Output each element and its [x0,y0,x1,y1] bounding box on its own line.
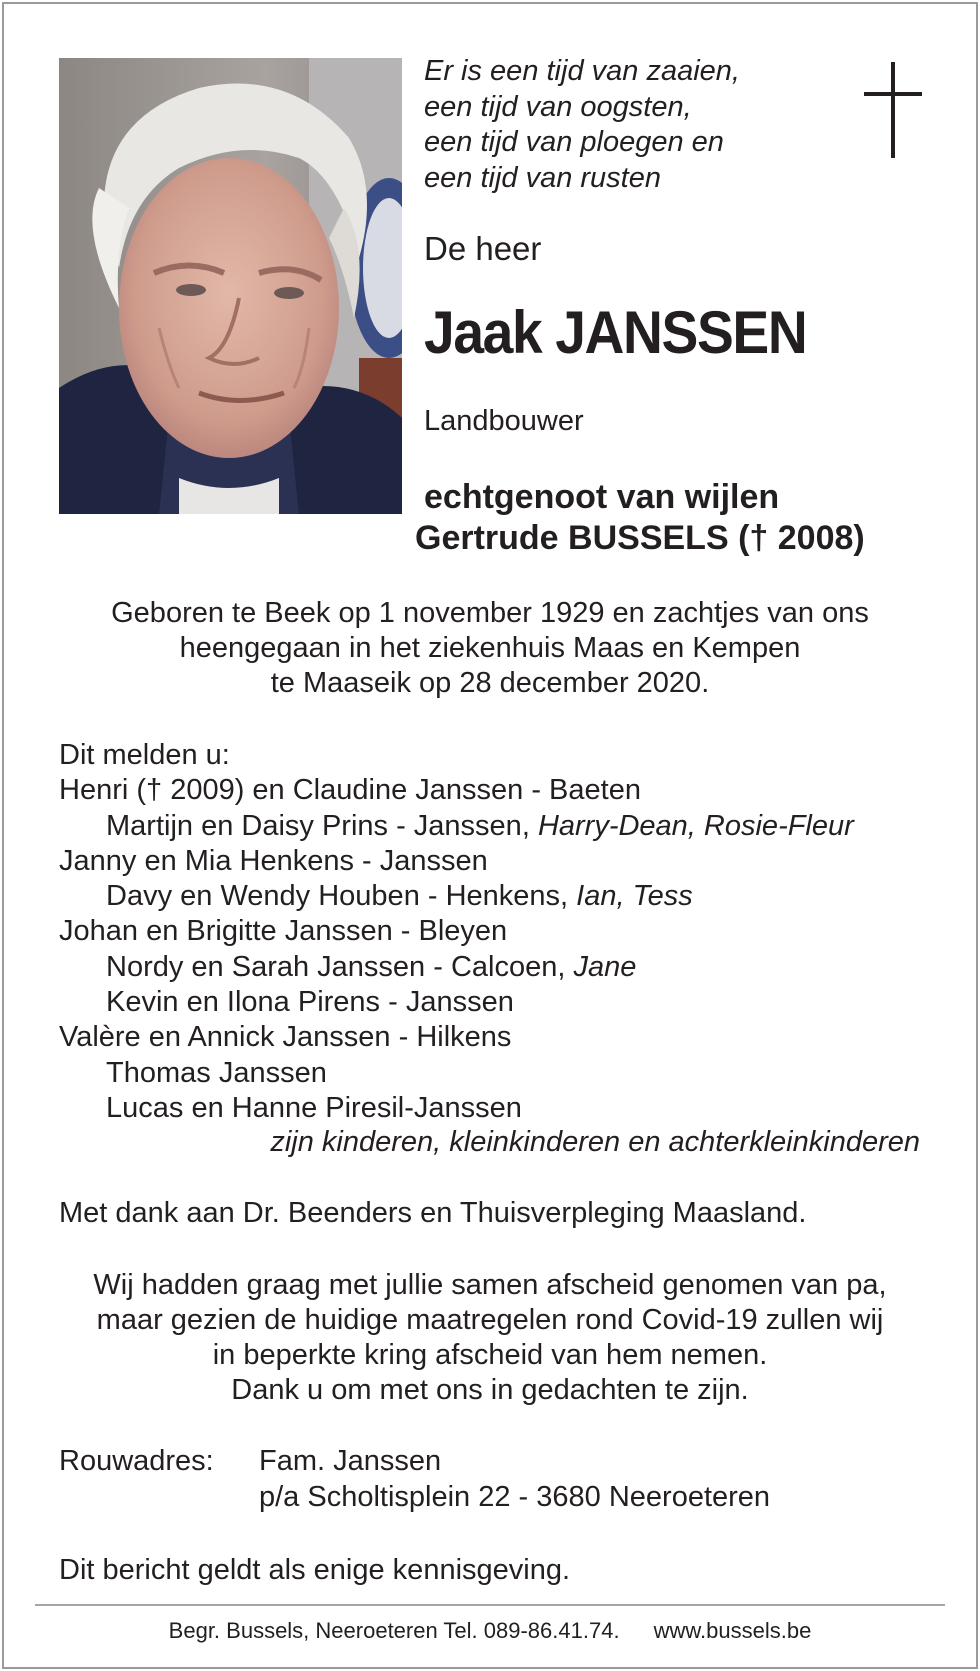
family-names: Davy en Wendy Houben - Henkens, [106,880,577,913]
poem-line: een tijd van rusten [424,161,661,194]
farewell-line: maar gezien de huidige maatregelen rond Covid-19 zullen wij [96,1304,884,1336]
portrait-photo [59,58,402,514]
footer-divider [35,1604,945,1606]
family-closing: zijn kinderen, kleinkinderen en achterkleinkinderen [270,1126,920,1158]
family-row [59,773,854,808]
birth-death-line: heengegaan in het ziekenhuis Maas en Kempen [179,632,801,664]
footer [0,1618,980,1644]
family-names: Henri († 2009) en Claudine Janssen - Baeten [59,774,641,807]
address-line-1: Fam. Janssen [259,1445,442,1477]
family-list [59,738,854,1126]
family-row [59,1056,854,1091]
birth-death-line: te Maaseik op 28 december 2020. [270,667,710,699]
family-names: Martijn en Daisy Prins - Janssen, [106,809,538,842]
notice-text: Dit bericht geldt als enige kennisgeving. [59,1554,571,1586]
family-row [59,1091,854,1126]
birth-death-line: Geboren te Beek op 1 november 1929 en zachtjes van ons [111,597,869,629]
family-names: Valère en Annick Janssen - Hilkens [59,1021,512,1054]
family-intro: Dit melden u: [59,739,230,771]
farewell-text [0,1268,980,1408]
poem-line: een tijd van ploegen en [424,126,724,158]
family-names: Kevin en Ilona Pirens - Janssen [106,986,514,1019]
family-row [59,844,854,879]
spouse-line-1: echtgenoot van wijlen [424,478,780,516]
family-row [59,1020,854,1055]
poem-line: een tijd van oogsten, [424,90,692,123]
spouse-line-2: Gertrude BUSSELS († 2008) [415,519,865,557]
address-label: Rouwadres: [59,1445,214,1477]
website-link[interactable]: www.bussels.be [653,1618,812,1643]
family-names: Nordy en Sarah Janssen - Calcoen, [106,950,574,983]
address-line-2: p/a Scholtisplein 22 - 3680 Neeroeteren [259,1481,771,1513]
cross-icon [864,62,924,158]
grandchildren-names: Jane [573,950,637,983]
occupation: Landbouwer [424,405,584,437]
poem-line: Er is een tijd van zaaien, [424,55,740,87]
birth-death-text [0,596,980,701]
family-names: Lucas en Hanne Piresil-Janssen [106,1091,522,1124]
thanks-text: Met dank aan Dr. Beenders en Thuisverpleging Maasland. [59,1197,807,1229]
family-row [59,985,854,1020]
poem [424,54,740,196]
family-row [59,879,854,914]
farewell-line: in beperkte kring afscheid van hem nemen. [212,1339,768,1371]
family-names: Janny en Mia Henkens - Janssen [59,844,488,877]
family-names: Johan en Brigitte Janssen - Bleyen [59,915,508,948]
deceased-name: Jaak JANSSEN [424,299,807,366]
farewell-line: Dank u om met ons in gedachten te zijn. [231,1374,749,1406]
family-row [59,950,854,985]
family-row [59,914,854,949]
family-row [59,809,854,844]
grandchildren-names: Ian, Tess [576,880,693,913]
family-names: Thomas Janssen [106,1056,327,1089]
grandchildren-names: Harry-Dean, Rosie-Fleur [537,809,854,842]
farewell-line: Wij hadden graag met jullie samen afscheid genomen van pa, [93,1269,887,1301]
honorific: De heer [424,230,542,267]
undertaker-info: Begr. Bussels, Neeroeteren Tel. 089-86.41.74. [168,1618,620,1643]
